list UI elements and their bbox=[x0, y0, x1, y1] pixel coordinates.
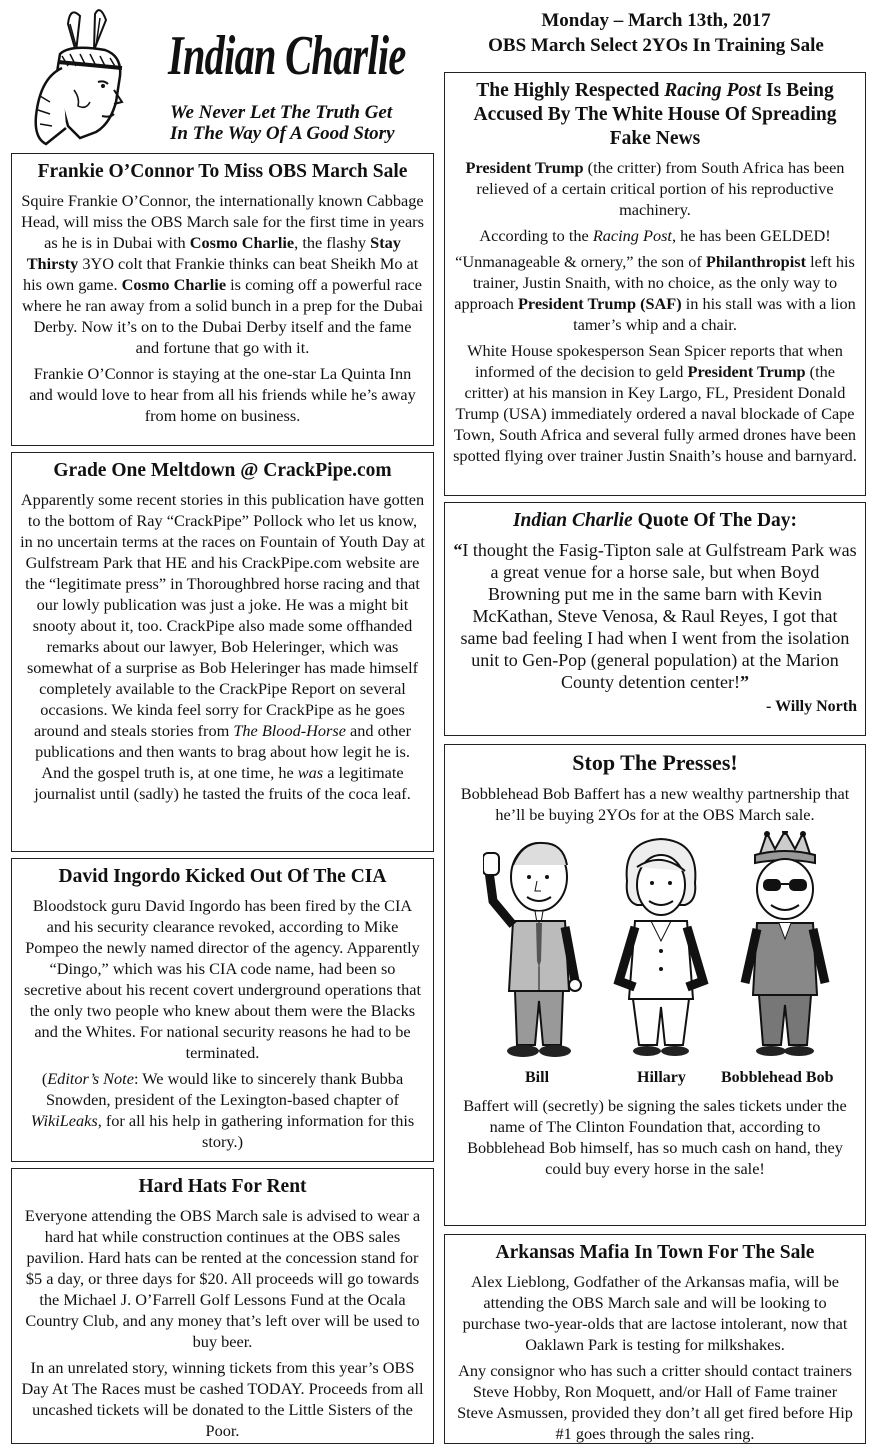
bill-caricature bbox=[483, 831, 593, 1063]
publication-name: Racing Post bbox=[664, 80, 762, 101]
horse-name: President Trump bbox=[465, 158, 584, 177]
headline: Arkansas Mafia In Town For The Sale bbox=[495, 1242, 815, 1263]
article-arkansas-mafia bbox=[444, 1234, 866, 1444]
text-run: (the critter) at his mansion in Key Largo, FL, President Donald Trump (USA) immediately ordered a naval blockade of Cape Town, South Africa and several fully armed drones have been spotted flying over trainer Justin Snaith’s house and barnyard. bbox=[453, 362, 857, 465]
text-run: White House spokesperson Sean Spicer reports that when informed of the decision to geld bbox=[467, 341, 843, 381]
text-run: left his trainer, Justin Snaith, with no choice, as the only way to approach bbox=[454, 252, 855, 313]
figure-label-bill: Bill bbox=[525, 1069, 550, 1086]
article-paragraph bbox=[453, 225, 857, 246]
article-racing-post bbox=[444, 72, 866, 496]
horse-name: Cosmo Charlie bbox=[121, 275, 227, 294]
text-run: , he has been GELDED! bbox=[671, 226, 831, 245]
text-run: in his stall was with a lion tamer’s whip and a chair. bbox=[573, 294, 856, 334]
headline: Frankie O’Connor To Miss OBS March Sale bbox=[37, 161, 408, 182]
tagline-line-2: In The Way Of A Good Story bbox=[170, 123, 395, 144]
text-run: a legitimate journalist until (sadly) he tasted the fruits of the coca leaf. bbox=[34, 763, 411, 803]
figure-label-hillary: Hillary bbox=[637, 1069, 686, 1086]
text-run: 3YO colt that Frankie thinks can beat Sheikh Mo at his own game. bbox=[23, 254, 419, 294]
publication-name: Racing Post bbox=[592, 226, 672, 245]
text-run: “Unmanageable & ornery,” the son of bbox=[455, 252, 706, 271]
masthead bbox=[10, 6, 435, 148]
organization-name: WikiLeaks bbox=[30, 1111, 98, 1130]
text-run: is coming off a powerful race where he ran away from a solid bunch in a prep for the Dubai Derby. Now it’s on to the Dubai Derby itself and the fame and fortune that go with it. bbox=[21, 275, 423, 357]
article-paragraph: Bloodstock guru David Ingordo has been fired by the CIA and his security clearance revoked, according to Mike Pompeo the newly named director of the agency. Apparently “Dingo,” which was his CIA code name, had been so secretive about his recent covert underground operations that the only two people who knew about them were the Blacks and the Whites. For national security reasons he had to be terminated. bbox=[23, 896, 422, 1062]
headline: Hard Hats For Rent bbox=[138, 1176, 307, 1197]
publication-name: Indian Charlie bbox=[512, 510, 633, 531]
headline bbox=[453, 79, 857, 151]
open-quote: “ bbox=[453, 540, 463, 560]
masthead-tagline bbox=[170, 102, 395, 144]
issue-date: Monday – March 13th, 2017 bbox=[541, 10, 771, 31]
text-run: The Highly Respected bbox=[476, 80, 665, 101]
article-paragraph: Frankie O’Connor is staying at the one-star La Quinta Inn and would love to hear from all his friends while he’s away from home on business. bbox=[29, 364, 416, 425]
article-paragraph: Everyone attending the OBS March sale is advised to wear a hard hat while construction continues at the OBS sales pavilion. Hard hats can be rented at the concession stand for $5 a day, or three days for $20. All proceeds will go towards the Michael J. O’Farrell Golf Lessons Fund at the Ocala Country Club, and any money that’s left over will be used to buy beer. bbox=[24, 1206, 421, 1351]
quote-attribution: - Willy North bbox=[766, 698, 857, 715]
bobblehead-illustration bbox=[453, 831, 857, 1091]
article-paragraph bbox=[20, 190, 425, 358]
hillary-caricature bbox=[605, 831, 715, 1063]
text-run: : We would like to sincerely thank Bubba Snowden, president of the Lexington-based chapter of bbox=[45, 1069, 404, 1109]
dateline bbox=[446, 8, 866, 58]
article-stop-the-presses bbox=[444, 744, 866, 1226]
text-run: and other publications and then wants to brag about how legit he is. And the gospel truth is, at one time, he bbox=[35, 721, 412, 782]
text-run: , the flashy bbox=[294, 233, 371, 252]
article-paragraph: Baffert will (secretly) be signing the sales tickets under the name of The Clinton Foundation that, according to Bobblehead Bob himself, has so much cash on hand, they could buy every horse in the sale! bbox=[463, 1096, 847, 1178]
headline: Stop The Presses! bbox=[572, 750, 738, 775]
text-run: (the critter) from South Africa has been relieved of a certain critical portion of his reproductive machinery. bbox=[476, 158, 845, 219]
article-paragraph bbox=[453, 157, 857, 220]
figure-label-bobblehead-bob: Bobblehead Bob bbox=[721, 1069, 834, 1086]
horse-name: Cosmo Charlie bbox=[189, 233, 295, 252]
article-paragraph bbox=[453, 251, 857, 335]
article-hard-hats bbox=[11, 1168, 434, 1444]
quote-of-the-day bbox=[444, 502, 866, 736]
emphasis: was bbox=[297, 763, 324, 782]
indian-chief-logo bbox=[10, 6, 160, 146]
article-paragraph: Any consignor who has such a critter should contact trainers Steve Hobby, Ron Moquett, and/or Hall of Fame trainer Steve Asmussen, provided they don’t all get fired before Hip #1 goes through the sales ring. bbox=[457, 1361, 853, 1443]
article-paragraph bbox=[20, 489, 425, 804]
note-label: Editor’s Note bbox=[47, 1069, 134, 1088]
bobblehead-bob-caricature bbox=[729, 831, 839, 1063]
quote-text bbox=[453, 539, 857, 693]
text-run: Is Being Accused By The White House Of Spreading Fake News bbox=[473, 80, 837, 149]
text-run: ( bbox=[41, 1069, 48, 1088]
close-quote: ” bbox=[739, 672, 749, 692]
article-paragraph: Alex Lieblong, Godfather of the Arkansas mafia, will be attending the OBS March sale and will be looking to purchase two-year-olds that are lactose intolerant, now that Oaklawn Park is testing for milkshakes. bbox=[462, 1272, 848, 1354]
headline bbox=[453, 509, 857, 533]
text-run: I thought the Fasig-Tipton sale at Gulfstream Park was a great venue for a horse sale, but when Boyd Browning put me in the same barn with Kevin McKathan, Steve Venosa, & Raul Reyes, I got that same bad feeling I had when I went from the isolation unit to Gen-Pop (general population) at the Marion County detention center! bbox=[460, 540, 857, 692]
horse-name: President Trump bbox=[687, 362, 806, 381]
article-paragraph: In an unrelated story, winning tickets from this year’s OBS Day At The Races must be cashed TODAY. Proceeds from all uncashed tickets will be donated to the Little Sisters of the Poor. bbox=[21, 1358, 424, 1440]
article-paragraph bbox=[453, 340, 857, 466]
text-run: Quote Of The Day: bbox=[632, 510, 798, 531]
text-run: Squire Frankie O’Connor, the internationally known Cabbage Head, will miss the OBS March sale for the first time in years as he is in Dubai with bbox=[21, 191, 424, 252]
headline: David Ingordo Kicked Out Of The CIA bbox=[58, 866, 387, 887]
sire-name: Stay Thirsty bbox=[26, 233, 401, 273]
headline: Grade One Meltdown @ CrackPipe.com bbox=[53, 460, 392, 481]
article-david-ingordo bbox=[11, 858, 434, 1162]
editors-note bbox=[20, 1068, 425, 1152]
sale-name: OBS March Select 2YOs In Training Sale bbox=[488, 35, 824, 56]
article-frankie-oconnor bbox=[11, 153, 434, 446]
masthead-title: Indian Charlie bbox=[168, 25, 406, 87]
sire-name: Philanthropist bbox=[705, 252, 807, 271]
tagline-line-1: We Never Let The Truth Get bbox=[170, 102, 393, 123]
horse-name: President Trump (SAF) bbox=[517, 294, 682, 313]
text-run: , for all his help in gathering information for this story.) bbox=[97, 1111, 415, 1151]
text-run: According to the bbox=[479, 226, 593, 245]
publication-name: The Blood-Horse bbox=[233, 721, 346, 740]
text-run: Apparently some recent stories in this publication have gotten to the bottom of Ray “CrackPipe” Pollock who let us know, in no uncertain terms at the races on Fountain of Youth Day at Gulfstream Park that HE and his CrackPipe.com website are the “legitimate press” in Thoroughbred horse racing and that our lowly publication was just a joke. He was a might bit snooty about it, too. CrackPipe also made some offhanded remarks about our lawyer, Bob Heleringer, which was somewhat of a surprise as Bob Heleringer has made himself completely available to the CrackPipe Report on several occasions. We kinda feel sorry for CrackPipe as he goes around and steals stories from bbox=[20, 490, 425, 740]
article-grade-one-meltdown bbox=[11, 452, 434, 852]
article-paragraph: Bobblehead Bob Baffert has a new wealthy partnership that he’ll be buying 2YOs for at the OBS March sale. bbox=[460, 784, 850, 824]
